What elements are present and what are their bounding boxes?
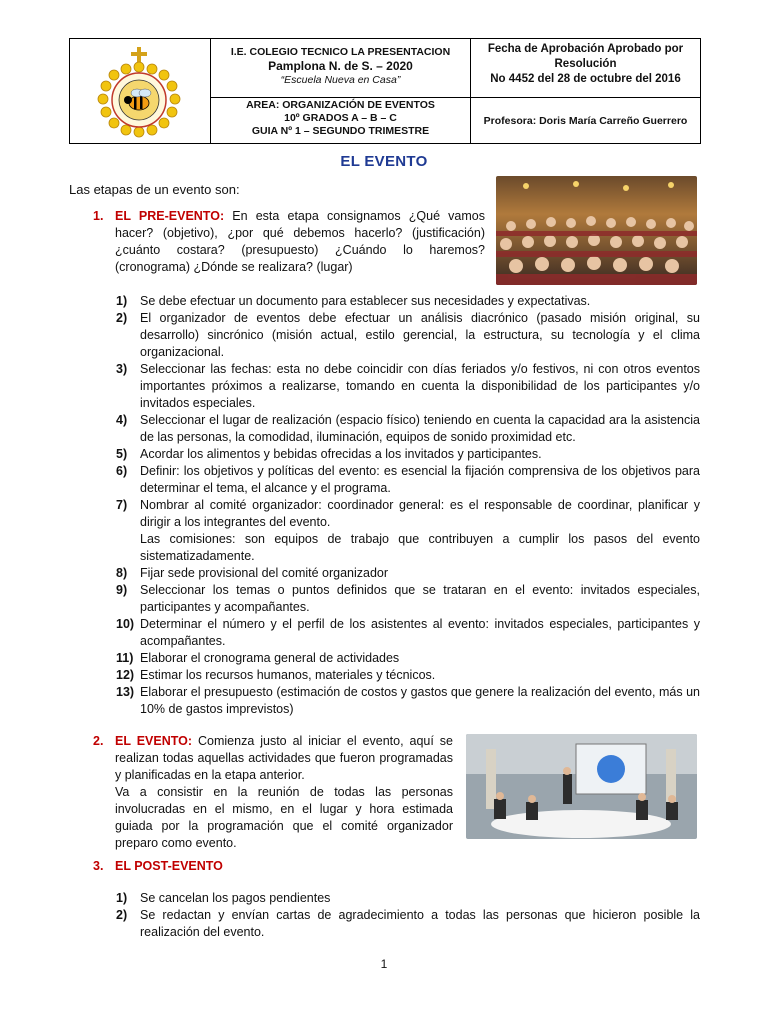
list-item: 7) Nombrar al comité organizador: coordinador general: es el responsable de coordinar, planificar y dirigir a los integrantes del evento. Las comisiones: son equipos de trabajo que contribuyen a cumplir los pasos del evento sistematizadamente.: [116, 498, 700, 563]
section-pre-event: [93, 208, 485, 276]
school-motto: “Escuela Nueva en Casa”: [280, 74, 401, 86]
list-item: 10) Determinar el número y el perfil de los asistentes al evento: invitados especiales, participantes y acompañantes.: [116, 617, 700, 648]
list-item: 13) Elaborar el presupuesto (estimación de costos y gastos que genere la realización del evento, más un 10% de gastos imprevistos): [116, 685, 700, 716]
section-number: 1.: [93, 209, 104, 223]
section-post-event: [93, 858, 393, 875]
school-city: Pamplona N. de S. – 2020: [268, 59, 413, 73]
header-table: [69, 38, 701, 144]
section-event: [93, 733, 453, 852]
section-heading: EL PRE-EVENTO:: [115, 209, 225, 223]
conference-audience-photo: [496, 176, 697, 285]
area-label: AREA: ORGANIZACIÓN DE EVENTOS: [246, 99, 435, 111]
section-text: En esta etapa consignamos ¿Qué vamos hacer? (objetivo), ¿por qué debemos hacerlo? (justificación) ¿cuánto costara? (presupuesto) ¿Cuándo lo haremos? (cronograma) ¿Dónde se realizara? (lugar): [115, 209, 485, 274]
school-info: [211, 45, 470, 87]
intro-text: Las etapas de un evento son:: [69, 182, 240, 197]
list-item: 1) Se cancelan los pagos pendientes: [116, 891, 331, 905]
approval-line-1: Fecha de Aprobación Aprobado por Resolución: [487, 43, 684, 70]
page-number: 1: [380, 957, 388, 971]
list-item: 3) Seleccionar las fechas: esta no debe coincidir con días feriados y/o festivos, ni con otros eventos importantes próximos a realizarse, tomando en cuenta la disponibilidad de los participantes y/o invitados especiales.: [116, 362, 700, 410]
list-item: 11) Elaborar el cronograma general de actividades: [116, 651, 400, 665]
school-logo: [78, 45, 204, 139]
section-number: 3.: [93, 859, 104, 873]
approval-info: [471, 40, 700, 87]
list-item: 6) Definir: los objetivos y políticas del evento: es esencial la fijación comprensiva de los objetivos para determinar el tema, el alcance y el programa.: [116, 464, 700, 495]
list-item: 2) Se redactan y envían cartas de agradecimiento a todas las personas que hicieron posible la realización del evento.: [116, 908, 700, 939]
list-item: 12) Estimar los recursos humanos, materiales y técnicos.: [116, 668, 436, 682]
list-item: 8) Fijar sede provisional del comité organizador: [116, 566, 389, 580]
guide-label: GUIA Nº 1 – SEGUNDO TRIMESTRE: [251, 125, 430, 137]
list-item: 2) El organizador de eventos debe efectuar un análisis diacrónico (pasado misión original, su desarrollo) sincrónico (misión actual, estilo gerencial, la estructura, su tecnología y el clima organizacional.: [116, 311, 700, 359]
teacher-name: Profesora: Doris María Carreño Guerrero: [483, 114, 688, 127]
section-number: 2.: [93, 734, 104, 748]
list-item: 4) Seleccionar el lugar de realización (espacio físico) teniendo en cuenta la capacidad ara la asistencia de las personas, la comodidad, iluminación, equipos de sonido proximidad etc.: [116, 413, 700, 444]
post-event-steps: [116, 890, 700, 941]
grades-label: 10º GRADOS A – B – C: [284, 112, 397, 124]
course-info: [211, 99, 470, 138]
list-item: 9) Seleccionar los temas o puntos definidos que se trataran en el evento: invitados especiales, participantes y acompañantes.: [116, 583, 700, 614]
list-item-extra: Las comisiones: son equipos de trabajo que contribuyen a cumplir los pasos del evento sistematizadamente.: [140, 532, 700, 563]
event-meeting-photo: [466, 734, 697, 839]
section-text-2: Va a consistir en la reunión de todas las personas involucradas en el mismo, en el lugar y hora estimada guiada por la programación que el comité organizador preparo como evento.: [115, 785, 453, 850]
pre-event-steps: [116, 293, 700, 718]
page-title: EL EVENTO: [340, 153, 428, 170]
section-text: Comienza justo al iniciar el evento, aquí se realizan todas aquellas actividades que fueron programadas y planificadas en la etapa anterior.: [115, 734, 453, 782]
approval-line-2: No 4452 del 28 de octubre del 2016: [490, 73, 681, 85]
list-item: 1) Se debe efectuar un documento para establecer sus necesidades y expectativas.: [116, 294, 591, 308]
list-item: 5) Acordar los alimentos y bebidas ofrecidas a los invitados y participantes.: [116, 447, 542, 461]
section-heading: EL EVENTO:: [115, 734, 193, 748]
school-name: I.E. COLEGIO TECNICO LA PRESENTACION: [230, 46, 451, 58]
section-heading: EL POST-EVENTO: [115, 859, 223, 873]
